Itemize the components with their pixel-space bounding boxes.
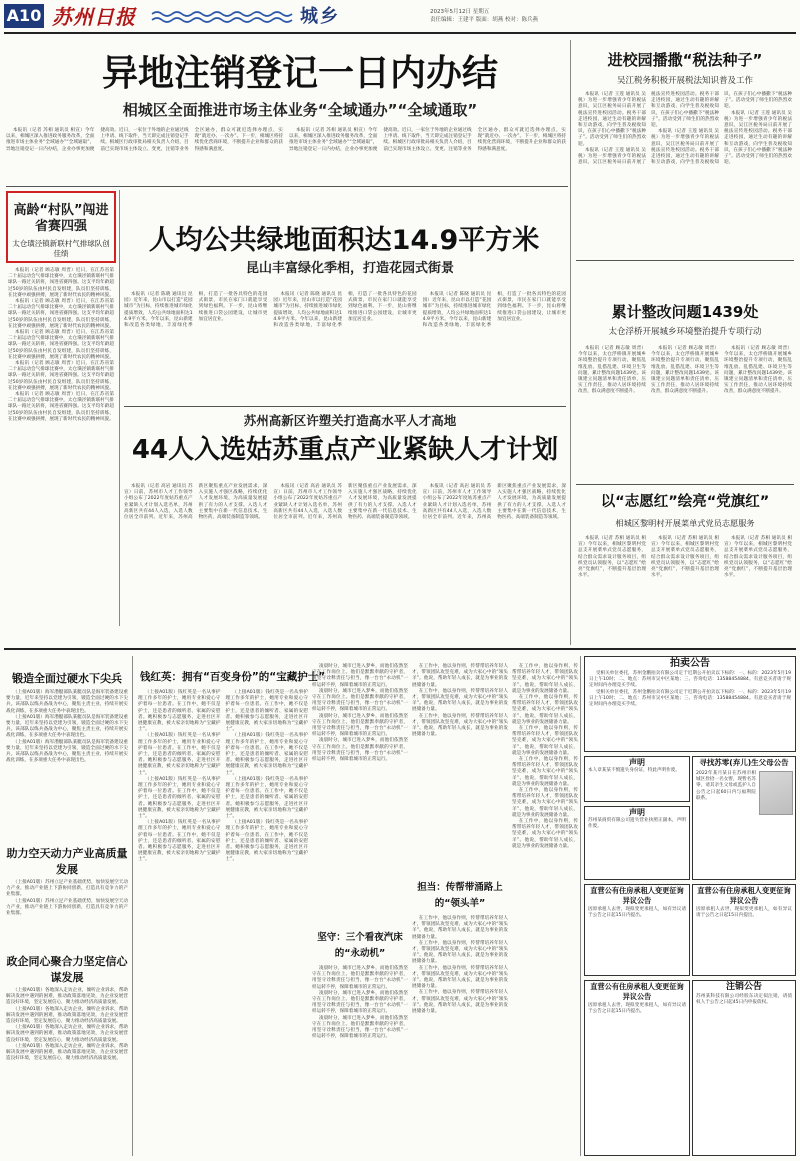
notice-2-title: 声明 [629,808,645,817]
header-rule [4,32,796,34]
notice-6-body: 因原承租人去世，现拟变更承租人，如有异议请于公告之日起15日内提出。 [588,1003,686,1015]
col5-body: 在工作中，他以身作则，传帮带培养年轻人才，带领团队攻坚克难，成为大家心中的“领头羊”。他说，帮助年轻人成长，就是为事业的发展储备力量。 在工作中，他以身作则，传帮带培养年轻人才，带领团队攻坚克难，成为大家心中的“领头羊”。他说，帮助年轻人成长，就是为事业的发展储备力量。 在工作中，他以身作则，传帮带培养年轻人才，带领团队攻坚克难，成为大家心中的“领头羊”。他说，帮助年轻人成长，就是为事业的发展储备力量。 在工作中，他以身作则，传帮带培养年轻人才，带领团队攻坚克难，成为大家心中的“领头羊”。他说，帮助年轻人成长，就是为事业的发展储备力量。 在工作中，他以身作则，传帮带培养年轻人才，带领团队攻坚克难，成为大家心中的“领头羊”。他说，帮助年轻人成长，就是为事业的发展储备力量。 在工作中，他以身作则，传帮带培养年轻人才，带领团队攻坚克难，成为大家心中的“领头羊”。他说，帮助年轻人成长，就是为事业的发展储备力量。 [512,664,578,849]
boxed-article-title: 高龄“村队”闯进省赛四强 [13,203,109,234]
section-title: 城乡 [300,6,340,27]
notice-2 [584,806,690,880]
volunteer-subtitle: 相城区黎明村开展菜单式党员志愿服务 [615,518,755,528]
col4-body: 在工作中，他以身作则，传帮带培养年轻人才，带领团队攻坚克难，成为大家心中的“领头羊”。他说，帮助年轻人成长，就是为事业的发展储备力量。 在工作中，他以身作则，传帮带培养年轻人才，带领团队攻坚克难，成为大家心中的“领头羊”。他说，帮助年轻人成长，就是为事业的发展储备力量。 在工作中，他以身作则，传帮带培养年轻人才，带领团队攻坚克难，成为大家心中的“领头羊”。他说，帮助年轻人成长，就是为事业的发展储备力量。 在工作中，他以身作则，传帮带培养年轻人才，带领团队攻坚克难，成为大家心中的“领头羊”。他说，帮助年轻人成长，就是为事业的发展储备力量。 [412,916,508,1015]
notice-4-body: 因原承租人去世，现拟变更承租人，如有异议请于公告之日起15日内提出。 [588,907,686,919]
editor-line: 责任编辑：王建平 版面：胡燕 校对：陈兵燕 [430,17,538,23]
notice-1 [584,756,690,802]
divider [6,186,568,187]
lead-headline: 异地注销登记一日内办结 [101,53,498,94]
notice-3-title: 寻找苏零(弃儿)生父母公告 [699,758,789,767]
auction-title: 拍卖公告 [670,658,710,669]
col1-a-body: （上接A01版）海军潜艇部队某艇员队是海军装备建设重要力量，近年来坚持以党建为引领，锻造全面过硬的水下尖兵。该部队以练兵备战为中心，聚焦主责主业，持续开展实战化训练，在多项重大任务中表现出色。 （上接A01版）海军潜艇部队某艇员队是海军装备建设重要力量，近年来坚持以党建为引领，锻造全面过硬的水下尖兵。该部队以练兵备战为中心，聚焦主责主业，持续开展实战化训练，在多项重大任务中表现出色。 （上接A01版）海军潜艇部队某艇员队是海军装备建设重要力量，近年来坚持以党建为引领，锻造全面过硬的水下尖兵。该部队以练兵备战为中心，聚焦主责主业，持续开展实战化训练，在多项重大任务中表现出色。 [6,690,128,764]
green-headline: 人均公共绿地面积达14.9平方米 [148,225,540,256]
notice-7-body: 苏州某科技有限公司经股东决定拟注销，请债权人于公告之日起45日内申报债权。 [696,994,792,1006]
talent-body: 本报讯（记者 高岩 通讯员 苏宣）日前，苏州市人才工作领导小组公布了2022年度姑苏重点产业紧缺人才计划入选名单，苏州高新区共有44人入选，入选人数位居全市前列。近年来，苏州高新区聚焦重点产业发展需求，深入实施人才强区战略，持续优化人才发展环境，为高质量发展提供了有力的人才支撑。入选人才主要集中在新一代信息技术、生物医药、高端装备制造等领域。 本报讯（记者 高岩 通讯员 苏宣）日前，苏州市人才工作领导小组公布了2022年度姑苏重点产业紧缺人才计划入选名单，苏州高新区共有44人入选，入选人数位居全市前列。近年来，苏州高新区聚焦重点产业发展需求，深入实施人才强区战略，持续优化人才发展环境，为高质量发展提供了有力的人才支撑。入选人才主要集中在新一代信息技术、生物医药、高端装备制造等领域。 本报讯（记者 高岩 通讯员 苏宣）日前，苏州市人才工作领导小组公布了2022年度姑苏重点产业紧缺人才计划入选名单，苏州高新区共有44人入选，入选人数位居全市前列。近年来，苏州高新区聚焦重点产业发展需求，深入实施人才强区战略，持续优化人才发展环境，为高质量发展提供了有力的人才支撑。入选人才主要集中在新一代信息技术、生物医药、高端装备制造等领域。 [124,484,566,521]
col1-b-headline: 助力空天动力产业高质量发展 [6,847,128,876]
notice-3-body: 2022年某月某日在苏州市相城区捡拾一名女婴，现暂名苏零，请其亲生父母或监护人自公告之日起60日内与福利院联系。 [696,771,756,801]
notice-5-title: 直营公有住房承租人变更征询异议公告 [697,886,791,905]
notice-4 [584,884,690,976]
rectify-headline: 累计整改问题1439处 [611,303,759,321]
auction-body: 受相关单位委托，苏州金鹏拍卖有限公司定于近期公开拍卖以下标的：一、标的：2023年5月19日上午10时；二、地点：苏州市吴中区某地；三、咨询电话：13588454884。有意竞买者请于规定时间内办理竞买手续。 受相关单位委托，苏州金鹏拍卖有限公司定于近期公开拍卖以下标的：一、标的：2023年5月19日上午10时；二、地点：苏州市吴中区某地；三、咨询电话：13588454884。有意竞买者请于规定时间内办理竞买手续。 [589,671,791,708]
divider [124,406,566,407]
date-line: 2023年5月12日 星期五 [430,9,490,15]
col4-headline: 担当：传帮带涌路上的“领头羊” [417,882,503,909]
column-divider [570,40,571,645]
col3-body: 凌晨时分，城市已进入梦乡，而他们依然坚守在工作岗位上。他们是默默奉献的守护者，用坚守诠释责任与担当，像一台台“永动机”一样运转不停，保障着城市的正常运行。 凌晨时分，城市已进入梦乡，而他们依然坚守在工作岗位上。他们是默默奉献的守护者，用坚守诠释责任与担当，像一台台“永动机”一样运转不停，保障着城市的正常运行。 凌晨时分，城市已进入梦乡，而他们依然坚守在工作岗位上。他们是默默奉献的守护者，用坚守诠释责任与担当，像一台台“永动机”一样运转不停，保障着城市的正常运行。 [312,966,408,1040]
col1-a-headline: 锻造全面过硬水下尖兵 [12,672,122,685]
talent-kicker: 苏州高新区许塑关打造高水平人才高地 [243,413,457,428]
notice-1-title: 声明 [629,758,645,767]
notice-4-title: 直营公有住房承租人变更征询异议公告 [590,886,684,905]
divider [576,484,794,485]
newspaper-masthead: 苏州日报 [52,5,136,29]
notice-7 [692,980,796,1156]
header-info [430,8,670,24]
col1-c-body: （上接A01版）各地深入走访企业，倾听企业诉求，帮助解决发展中遇到的困难，推动政策落地见效，为企业发展营造良好环境，坚定发展信心，聚力推动经济高质量发展。 （上接A01版）各地深入走访企业，倾听企业诉求，帮助解决发展中遇到的困难，推动政策落地见效，为企业发展营造良好环境，坚定发展信心，聚力推动经济高质量发展。 （上接A01版）各地深入走访企业，倾听企业诉求，帮助解决发展中遇到的困难，推动政策落地见效，为企业发展营造良好环境，坚定发展信心，聚力推动经济高质量发展。 （上接A01版）各地深入走访企业，倾听企业诉求，帮助解决发展中遇到的困难，推动政策落地见效，为企业发展营造良好环境，坚定发展信心，聚力推动经济高质量发展。 [6,988,128,1062]
col2-headline: 钱红英：拥有“百变身份”的“宝藏护士” [140,671,326,683]
boxed-article-subtitle: 太仓璜泾镇新联村气排球队创佳绩 [12,239,110,258]
notice-3 [692,756,796,880]
notice-6 [584,980,690,1156]
notice-5-body: 因原承租人去世，现拟变更承租人，如有异议请于公告之日起15日内提出。 [696,907,792,919]
col2-body: （上接A01版）钱红英是一名从事护理工作多年的护士，她用专业和爱心守护着每一位患者。在工作中，她不仅是护士，还是患者的倾听者、家属的安慰者。她积极参与志愿服务，走进社区开展健康宣教，被大家亲切地称为“宝藏护士”。 （上接A01版）钱红英是一名从事护理工作多年的护士，她用专业和爱心守护着每一位患者。在工作中，她不仅是护士，还是患者的倾听者、家属的安慰者。她积极参与志愿服务，走进社区开展健康宣教，被大家亲切地称为“宝藏护士”。 （上接A01版）钱红英是一名从事护理工作多年的护士，她用专业和爱心守护着每一位患者。在工作中，她不仅是护士，还是患者的倾听者、家属的安慰者。她积极参与志愿服务，走进社区开展健康宣教，被大家亲切地称为“宝藏护士”。 （上接A01版）钱红英是一名从事护理工作多年的护士，她用专业和爱心守护着每一位患者。在工作中，她不仅是护士，还是患者的倾听者、家属的安慰者。她积极参与志愿服务，走进社区开展健康宣教，被大家亲切地称为“宝藏护士”。 （上接A01版）钱红英是一名从事护理工作多年的护士，她用专业和爱心守护着每一位患者。在工作中，她不仅是护士，还是患者的倾听者、家属的安慰者。她积极参与志愿服务，走进社区开展健康宣教，被大家亲切地称为“宝藏护士”。 （上接A01版）钱红英是一名从事护理工作多年的护士，她用专业和爱心守护着每一位患者。在工作中，她不仅是护士，还是患者的倾听者、家属的安慰者。她积极参与志愿服务，走进社区开展健康宣教，被大家亲切地称为“宝藏护士”。 （上接A01版）钱红英是一名从事护理工作多年的护士，她用专业和爱心守护着每一位患者。在工作中，她不仅是护士，还是患者的倾听者、家属的安慰者。她积极参与志愿服务，走进社区开展健康宣教，被大家亲切地称为“宝藏护士”。 （上接A01版）钱红英是一名从事护理工作多年的护士，她用专业和爱心守护着每一位患者。在工作中，她不仅是护士，还是患者的倾听者、家属的安慰者。她积极参与志愿服务，走进社区开展健康宣教，被大家亲切地称为“宝藏护士”。 [138,690,308,863]
column-divider [119,190,120,626]
notice-5 [692,884,796,976]
divider [576,260,794,261]
col4-top-body: 在工作中，他以身作则，传帮带培养年轻人才，带领团队攻坚克难，成为大家心中的“领头羊”。他说，帮助年轻人成长，就是为事业的发展储备力量。 在工作中，他以身作则，传帮带培养年轻人才，带领团队攻坚克难，成为大家心中的“领头羊”。他说，帮助年轻人成长，就是为事业的发展储备力量。 在工作中，他以身作则，传帮带培养年轻人才，带领团队攻坚克难，成为大家心中的“领头羊”。他说，帮助年轻人成长，就是为事业的发展储备力量。 [412,664,508,738]
col1-c-headline: 政企同心聚合力坚定信心谋发展 [6,955,128,984]
col3-headline: 坚守：三个看夜汽床的“永动机” [317,932,403,959]
lead-subtitle: 相城区全面推进市场主体业务“全域通办”“全域通取” [122,101,478,119]
tax-body: 本报讯（记者 王莲 通讯员 吴税）为进一步增强青少年的税法意识，吴江区税务局日前开展了税法宣传进校园活动。税务干部走进校园，通过生动有趣的讲解和互动游戏，向学生普及税收知识，在孩子们心中播撒下“税法种子”。活动受到了师生们的热烈欢迎。 本报讯（记者 王莲 通讯员 吴税）为进一步增强青少年的税法意识，吴江区税务局日前开展了税法宣传进校园活动。税务干部走进校园，通过生动有趣的讲解和互动游戏，向学生普及税收知识，在孩子们心中播撒下“税法种子”。活动受到了师生们的热烈欢迎。 本报讯（记者 王莲 通讯员 吴税）为进一步增强青少年的税法意识，吴江区税务局日前开展了税法宣传进校园活动。税务干部走进校园，通过生动有趣的讲解和互动游戏，向学生普及税收知识，在孩子们心中播撒下“税法种子”。活动受到了师生们的热烈欢迎。 本报讯（记者 王莲 通讯员 吴税）为进一步增强青少年的税法意识，吴江区税务局日前开展了税法宣传进校园活动。税务干部走进校园，通过生动有趣的讲解和互动游戏，向学生普及税收知识，在孩子们心中播撒下“税法种子”。活动受到了师生们的热烈欢迎。 [578,92,792,166]
col3-top-body: 凌晨时分，城市已进入梦乡，而他们依然坚守在工作岗位上。他们是默默奉献的守护者，用坚守诠释责任与担当，像一台台“永动机”一样运转不停，保障着城市的正常运行。 凌晨时分，城市已进入梦乡，而他们依然坚守在工作岗位上。他们是默默奉献的守护者，用坚守诠释责任与担当，像一台台“永动机”一样运转不停，保障着城市的正常运行。 凌晨时分，城市已进入梦乡，而他们依然坚守在工作岗位上。他们是默默奉献的守护者，用坚守诠释责任与担当，像一台台“永动机”一样运转不停，保障着城市的正常运行。 凌晨时分，城市已进入梦乡，而他们依然坚守在工作岗位上。他们是默默奉献的守护者，用坚守诠释责任与担当，像一台台“永动机”一样运转不停，保障着城市的正常运行。 [312,664,408,763]
page-number: A10 [4,4,44,28]
notice-1-body: 本人章某某不慎遗失身份证，特此声明作废。 [588,768,680,773]
wave-ornament [152,9,292,25]
rectify-body: 本报讯（记者 顾志敏 周晋）今年以来，太仓浮桥镇开展城乡环境整治提升专项行动，聚焦乱堆乱放、乱搭乱建、环境卫生等问题，累计整改问题1439处。该镇建立问题清单和责任清单，压实工作责任，推动人居环境持续改善，群众满意度不断提升。 本报讯（记者 顾志敏 周晋）今年以来，太仓浮桥镇开展城乡环境整治提升专项行动，聚焦乱堆乱放、乱搭乱建、环境卫生等问题，累计整改问题1439处。该镇建立问题清单和责任清单，压实工作责任，推动人居环境持续改善，群众满意度不断提升。 本报讯（记者 顾志敏 周晋）今年以来，太仓浮桥镇开展城乡环境整治提升专项行动，聚焦乱堆乱放、乱搭乱建、环境卫生等问题，累计整改问题1439处。该镇建立问题清单和责任清单，压实工作责任，推动人居环境持续改善，群众满意度不断提升。 [578,346,792,395]
section-rule [4,648,796,650]
column-divider [580,656,581,1156]
notice-6-title: 直营公有住房承租人变更征询异议公告 [590,982,684,1001]
infant-photo [759,771,793,815]
tax-subtitle: 吴江税务积极开展税法知识普及工作 [616,76,753,86]
column-divider [132,656,133,1156]
notice-2-body: 苏州某商贸有限公司遗失营业执照正副本，声明作废。 [588,818,686,830]
notice-7-title: 注销公告 [725,982,762,992]
green-body: 本报讯（记者 陈晓 通讯员 昆园）近年来，昆山市以打造“花园城市”为目标，持续推进城市绿化提质增效，人均公共绿地面积达14.9平方米。今年以来，昆山新建和改造各类绿地，丰富绿化季相，打造了一批各具特色的花园式街景，市民在家门口就能享受到绿色福利。下一步，昆山将继续推进口袋公园建设，让城市更加宜居宜业。 本报讯（记者 陈晓 通讯员 昆园）近年来，昆山市以打造“花园城市”为目标，持续推进城市绿化提质增效，人均公共绿地面积达14.9平方米。今年以来，昆山新建和改造各类绿地，丰富绿化季相，打造了一批各具特色的花园式街景，市民在家门口就能享受到绿色福利。下一步，昆山将继续推进口袋公园建设，让城市更加宜居宜业。 本报讯（记者 陈晓 通讯员 昆园）近年来，昆山市以打造“花园城市”为目标，持续推进城市绿化提质增效，人均公共绿地面积达14.9平方米。今年以来，昆山新建和改造各类绿地，丰富绿化季相，打造了一批各具特色的花园式街景，市民在家门口就能享受到绿色福利。下一步，昆山将继续推进口袋公园建设，让城市更加宜居宜业。 [124,292,566,329]
rectify-subtitle: 太仓浮桥开展城乡环境整治提升专项行动 [608,327,762,337]
volunteer-headline: 以“志愿红”绘亮“党旗红” [600,494,770,510]
volunteer-body: 本报讯（记者 苏相 通讯员 相宣）今年以来，相城区黎明村党总支开展菜单式党员志愿服务，结合群众需求设计服务项目，组织党员认领服务，以“志愿红”绘亮“党旗红”，不断提升基层治理水平。 本报讯（记者 苏相 通讯员 相宣）今年以来，相城区黎明村党总支开展菜单式党员志愿服务，结合群众需求设计服务项目，组织党员认领服务，以“志愿红”绘亮“党旗红”，不断提升基层治理水平。 本报讯（记者 苏相 通讯员 相宣）今年以来，相城区黎明村党总支开展菜单式党员志愿服务，结合群众需求设计服务项目，组织党员认领服务，以“志愿红”绘亮“党旗红”，不断提升基层治理水平。 [578,536,792,579]
boxed-article-header [10,203,112,258]
lead-body: 本报讯（记者 苏相 通讯员 相宣）今年以来，相城区深入推进政务服务改革，全面推进市场主体业务“全域通办”“全域通取”，异地注销登记一日内办结，企业办事更加便捷高效。近日，一家位于外地的企业通过线上申请、线下取件，当天即完成注销登记手续。相城区行政审批局相关负责人介绍，目前已实现市场主体设立、变更、注销等业务全区通办，群众可就近选择办理点，实现“就近办、一次办”。下一步，相城区将持续优化营商环境，不断提升企业和群众的获得感和满意度。 本报讯（记者 苏相 通讯员 相宣）今年以来，相城区深入推进政务服务改革，全面推进市场主体业务“全域通办”“全域通取”，异地注销登记一日内办结，企业办事更加便捷高效。近日，一家位于外地的企业通过线上申请、线下取件，当天即完成注销登记手续。相城区行政审批局相关负责人介绍，目前已实现市场主体设立、变更、注销等业务全区通办，群众可就近选择办理点，实现“就近办、一次办”。下一步，相城区将持续优化营商环境，不断提升企业和群众的获得感和满意度。 [6,128,566,152]
green-subtitle: 昆山丰富绿化季相，打造花园式街景 [245,261,454,276]
auction-notice [584,656,796,752]
tax-headline: 进校园播撒“税法种子” [607,51,763,69]
col1-b-body: （上接A01版）苏州立足产业基础优势，加快发展空天动力产业，推动产业链上下游协同创新，打造具有竞争力的产业集群。 （上接A01版）苏州立足产业基础优势，加快发展空天动力产业，推动产业链上下游协同创新，打造具有竞争力的产业集群。 [6,880,128,917]
talent-headline: 44人入选姑苏重点产业紧缺人才计划 [131,435,559,465]
boxed-article-body: 本报讯（记者 顾志敏 周晋）近日，在江苏省第二十届运动会气排球比赛中，太仓璜泾镇新联村气排球队一路过关斩将，闯进省赛四强。这支平均年龄超过50岁的队伍由村民自发组建，队员们坚持训练，在比赛中顽强拼搏，展现了新时代农民的精神风貌。 本报讯（记者 顾志敏 周晋）近日，在江苏省第二十届运动会气排球比赛中，太仓璜泾镇新联村气排球队一路过关斩将，闯进省赛四强。这支平均年龄超过50岁的队伍由村民自发组建，队员们坚持训练，在比赛中顽强拼搏，展现了新时代农民的精神风貌。 本报讯（记者 顾志敏 周晋）近日，在江苏省第二十届运动会气排球比赛中，太仓璜泾镇新联村气排球队一路过关斩将，闯进省赛四强。这支平均年龄超过50岁的队伍由村民自发组建，队员们坚持训练，在比赛中顽强拼搏，展现了新时代农民的精神风貌。 本报讯（记者 顾志敏 周晋）近日，在江苏省第二十届运动会气排球比赛中，太仓璜泾镇新联村气排球队一路过关斩将，闯进省赛四强。这支平均年龄超过50岁的队伍由村民自发组建，队员们坚持训练，在比赛中顽强拼搏，展现了新时代农民的精神风貌。 本报讯（记者 顾志敏 周晋）近日，在江苏省第二十届运动会气排球比赛中，太仓璜泾镇新联村气排球队一路过关斩将，闯进省赛四强。这支平均年龄超过50岁的队伍由村民自发组建，队员们坚持训练，在比赛中顽强拼搏，展现了新时代农民的精神风貌。 [8,268,114,422]
